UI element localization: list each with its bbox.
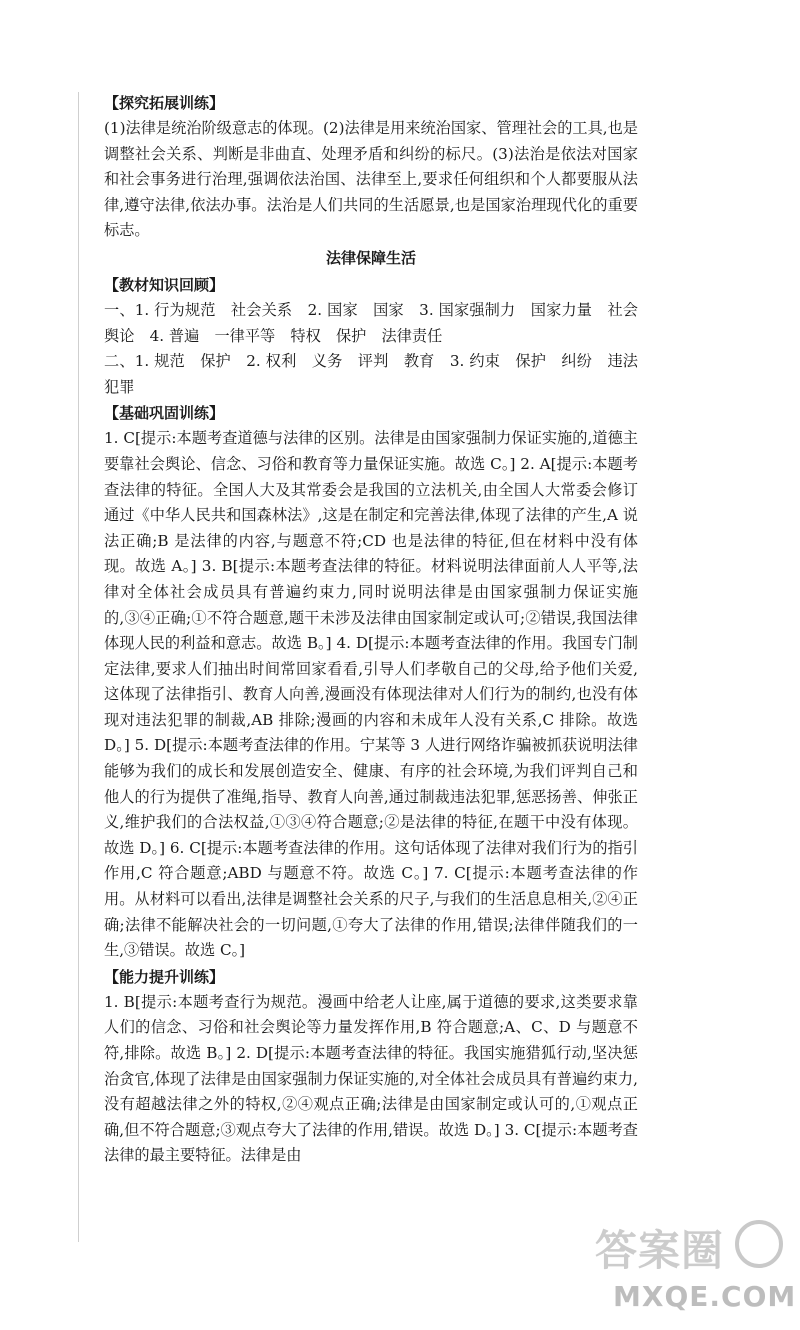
site-watermark — [595, 1218, 795, 1328]
section-header-explore: 【探究拓展训练】 — [104, 94, 225, 112]
basic-answer-text: 1. C[提示:本题考查道德与法律的区别。法律是由国家强制力保证实施的,道德主要靠社会舆论、信念、习俗和教育等力量保证实施。故选 C。] 2. A[提示:本题考查法律的特征。全国人大及其常委会是我国的立法机关,由全国人大常委会修订通过《中华人民共和国森林法》,这是在制定和完善法律,体现了法律的产生,A 说法正确;B 是法律的内容,与题意不符;CD 也是法律的特征,但在材料中没有体现。故选 A。] 3. B[提示:本题考查法律的特征。材料说明法律面前人人平等,法律对全体社会成员具有普遍约束力,同时说明法律是由国家强制力保证实施的,③④正确;①不符合题意,题干未涉及法律由国家制定或认可;②错误,我国法律体现人民的利益和意志。故选 B。] 4. D[提示:本题考查法律的作用。我国专门制定法律,要求人们抽出时间常回家看看,引导人们孝敬自己的父母,给予他们关爱,这体现了法律指引、教育人向善,漫画没有体现法律对人们行为的制约,也没有体现对违法犯罪的制裁,AB 排除;漫画的内容和未成年人没有关系,C 排除。故选 D。] 5. D[提示:本题考查法律的作用。宁某等 3 人进行网络诈骗被抓获说明法律能够为我们的成长和发展创造安全、健康、有序的社会环境,为我们评判自己和他人的行为提供了准绳,指导、教育人向善,通过制裁违法犯罪,惩恶扬善、伸张正义,维护我们的合法权益,①③④符合题意;②是法律的特征,在题干中没有体现。故选 D。] 6. C[提示:本题考查法律的作用。这句话体现了法律对我们行为的指引作用,C 符合题意;ABD 与题意不符。故选 C。] 7. C[提示:本题考查法律的作用。从材料可以看出,法律是调整社会关系的尺子,与我们的生活息息相关,②④正确;法律不能解决社会的一切问题,①夸大了法律的作用,错误;法律伴随我们的一生,③错误。故选 C。] — [104, 429, 638, 960]
advanced-answer-text: 1. B[提示:本题考查行为规范。漫画中给老人让座,属于道德的要求,这类要求靠人们的信念、习俗和社会舆论等力量发挥作用,B 符合题意;A、C、D 与题意不符,排除。故选 B。] 2. D[提示:本题考查法律的特征。我国实施猎狐行动,坚决惩治贪官,体现了法律是由国家强制力保证实施的,对全体社会成员具有普遍约束力,没有超越法律之外的特权,②④观点正确;法律是由国家制定或认可的,①观点正确,但不符合题意;③观点夸大了法律的作用,错误。故选 D。] 3. C[提示:本题考查法律的最主要特征。法律是由 — [104, 992, 638, 1165]
section-header-review: 【教材知识回顾】 — [104, 275, 225, 294]
watermark-url-text: MXQE.COM — [613, 1280, 797, 1313]
section-header-advanced: 【能力提升训练】 — [104, 967, 225, 986]
explore-answer-text: (1)法律是统治阶级意志的体现。(2)法律是用来统治国家、管理社会的工具,也是调整社会关系、判断是非曲直、处理矛盾和纠纷的标尺。(3)法治是依法对国家和社会事务进行治理,强调依法治国、法律至上,要求任何组织和个人都要服从法律,遵守法律,依法办事。法治是人们共同的生活愿景,也是国家治理现代化的重要标志。 — [104, 119, 638, 240]
lesson-title: 法律保障生活 — [325, 248, 416, 267]
section-header-basic: 【基础巩固训练】 — [104, 404, 225, 423]
watermark-ring-icon — [735, 1220, 783, 1268]
review-answer-line-1: 一、1. 行为规范 社会关系 2. 国家 国家 3. 国家强制力 国家力量 社会舆论 4. 普遍 一律平等 特权 保护 法律责任 — [104, 300, 638, 345]
review-answer-line-2: 二、1. 规范 保护 2. 权利 义务 评判 教育 3. 约束 保护 纠纷 违法犯罪 — [104, 352, 638, 396]
watermark-logo-text: 答案圈 — [595, 1226, 725, 1275]
answer-page — [78, 90, 638, 1169]
